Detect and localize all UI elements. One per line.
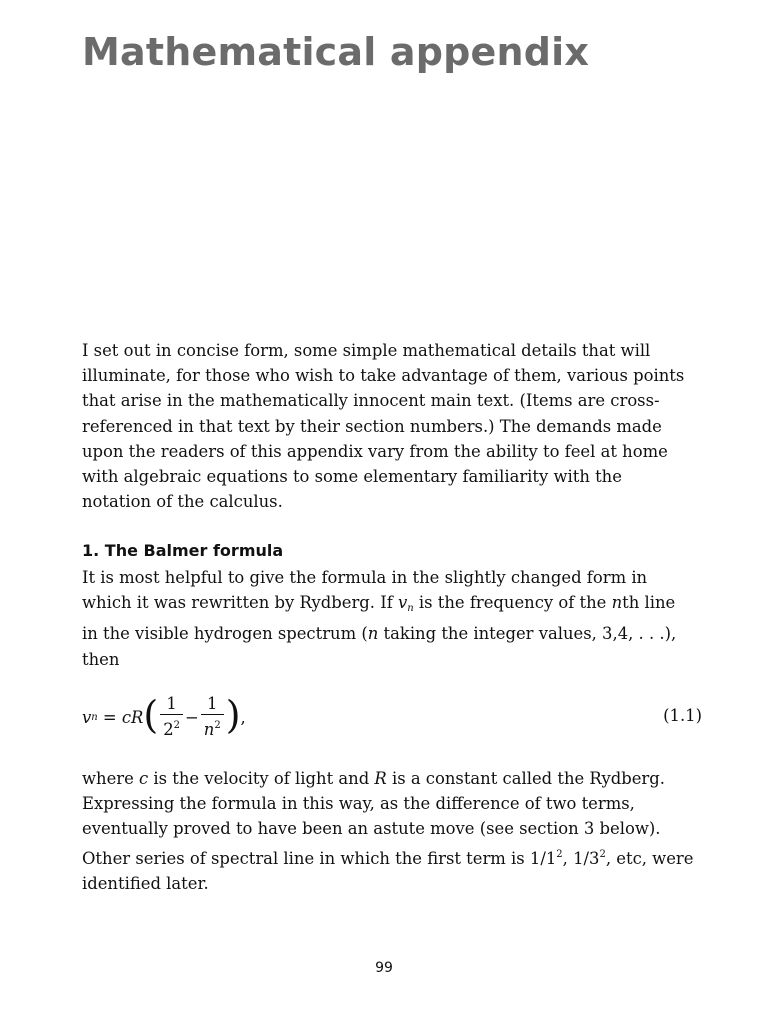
text-line: then (82, 649, 120, 669)
page-number: 99 (375, 960, 393, 976)
text-line: upon the readers of this appendix vary from the ability to feel at home (82, 441, 668, 461)
close-paren: ) (225, 693, 241, 737)
fraction: $\frac{1}{2^2}$ (160, 694, 183, 741)
text-line: notation of the calculus. (82, 492, 283, 512)
text-line: eventually proved to have been an astute move (see section 3 below). (82, 819, 661, 839)
text-line: identified later. (82, 873, 209, 893)
intro-paragraph (82, 338, 706, 514)
fraction: $\frac{1}{n^2}$ (201, 694, 224, 741)
text-line: Other series of spectral line in which the first term is $1/1^2$, $1/3^2$, etc, were (82, 848, 694, 868)
text-line: where c is the velocity of light and R is a constant called the Rydberg. (82, 769, 665, 788)
equation-number: (1.1) (663, 706, 702, 725)
open-paren: ( (143, 693, 159, 737)
text-line: that arise in the mathematically innocent main text. (Items are cross- (82, 391, 660, 411)
after-equation-paragraph (82, 766, 706, 896)
section-1-paragraph (82, 565, 706, 672)
text-line: Expressing the formula in this way, as the difference of two terms, (82, 794, 635, 814)
text-line: in the visible hydrogen spectrum (n taking the integer values, 3,4, . . .), (82, 624, 677, 644)
text-line: I set out in concise form, some simple mathematical details that will (82, 341, 651, 360)
section-heading: 1. The Balmer formula (82, 541, 284, 560)
text-line: with algebraic equations to some elementary familiarity with the (82, 467, 622, 487)
equation-body: v n = cR ( $\frac{1}{2^2}$ − $\frac{1}{n^2}$ ) , (82, 693, 246, 739)
page-title: Mathematical appendix (82, 30, 590, 74)
text-line: referenced in that text by their section numbers.) The demands made (82, 416, 662, 436)
equation-1-1 (82, 690, 702, 744)
text-line: illuminate, for those who wish to take advantage of them, various points (82, 366, 685, 386)
text-line: which it was rewritten by Rydberg. If $v_n$ is the frequency of the nth line (82, 593, 676, 615)
text-line: It is most helpful to give the formula in the slightly changed form in (82, 568, 648, 587)
